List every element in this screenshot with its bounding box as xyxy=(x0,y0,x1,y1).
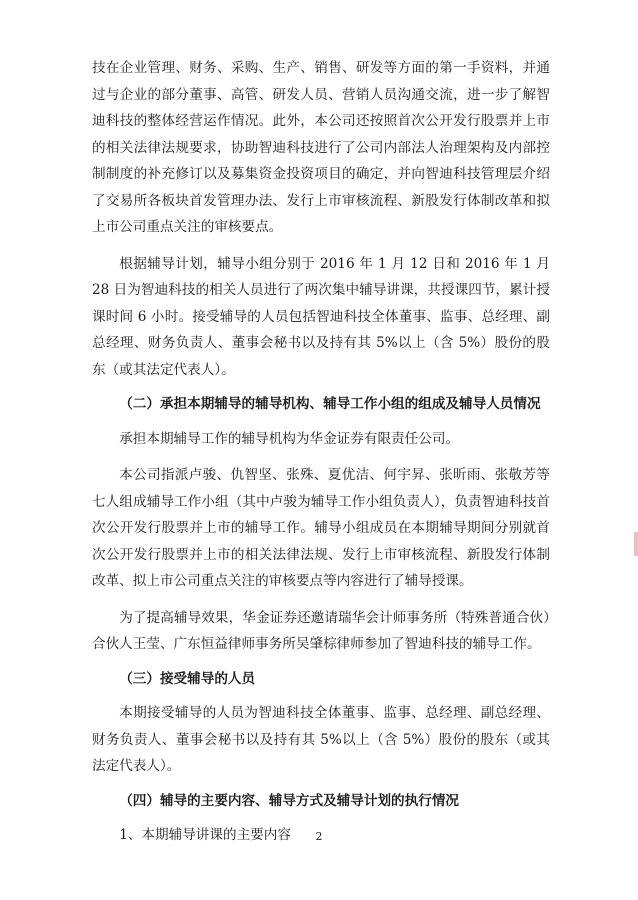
document-body xyxy=(92,55,550,849)
paragraph-continuation: 技在企业管理、财务、采购、生产、销售、研发等方面的第一手资料，并通过与企业的部分董事、高管、研发人员、营销人员沟通交流，进一步了解智迪科技的整体经营运作情况。此外，本公司还按照首次公开发行股票并上市的相关法律法规要求，协助智迪科技进行了公司内部法人治理架构及内部控制制度的补充修订以及募集资金投资项目的确定，并向智迪科技管理层介绍了交易所各板块首发管理办法、发行上市审核流程、新股发行体制改革和拟上市公司重点关注的审核要点。 xyxy=(92,60,550,235)
paragraph-invited-experts: 为了提高辅导效果，华金证券还邀请瑞华会计师事务所（特殊普通合伙）合伙人王莹、广东恒益律师事务所吴肇棕律师参加了智迪科技的辅导工作。 xyxy=(92,609,550,652)
edge-stamp-mark xyxy=(634,532,638,556)
page-number: 2 xyxy=(315,830,323,843)
paragraph-trainees: 本期接受辅导的人员为智迪科技全体董事、监事、总经理、副总经理、财务负责人、董事会秘书以及持有其 5%以上（含 5%）股份的股东（或其法定代表人）。 xyxy=(92,705,550,774)
paragraph-team: 本公司指派卢骏、仇智坚、张殊、夏优洁、何宇昇、张昕雨、张敬芳等七人组成辅导工作小组（其中卢骏为辅导工作小组负责人），负责智迪科技首次公开发行股票并上市的辅导工作。辅导小组成员在本期辅导期间分别就首次公开发行股票并上市的相关法律法规、发行上市审核流程、新股发行体制改革、拟上市公司重点关注的审核要点等内容进行了辅导授课。 xyxy=(92,467,550,589)
subsection-item-1: 1、本期辅导讲课的主要内容 xyxy=(119,827,291,843)
paragraph-training-schedule: 根据辅导计划，辅导小组分别于 2016 年 1 月 12 日和 2016 年 1 月 28 日为智迪科技的相关人员进行了两次集中辅导讲课，共授课四节，累计授课时间 6 小时。接受辅导的人员包括智迪科技全体董事、监事、总经理、副总经理、财务负责人、董事会秘书以及持有其 5%以上（含 5%）股份的股东（或其法定代表人）。 xyxy=(92,255,550,378)
section-heading-3: （三）接受辅导的人员 xyxy=(119,670,256,687)
section-heading-4: （四）辅导的主要内容、辅导方式及辅导计划的执行情况 xyxy=(119,792,460,809)
section-heading-2: （二）承担本期辅导的辅导机构、辅导工作小组的组成及辅导人员情况 xyxy=(119,396,541,412)
paragraph-institution: 承担本期辅导工作的辅导机构为华金证券有限责任公司。 xyxy=(119,430,460,447)
